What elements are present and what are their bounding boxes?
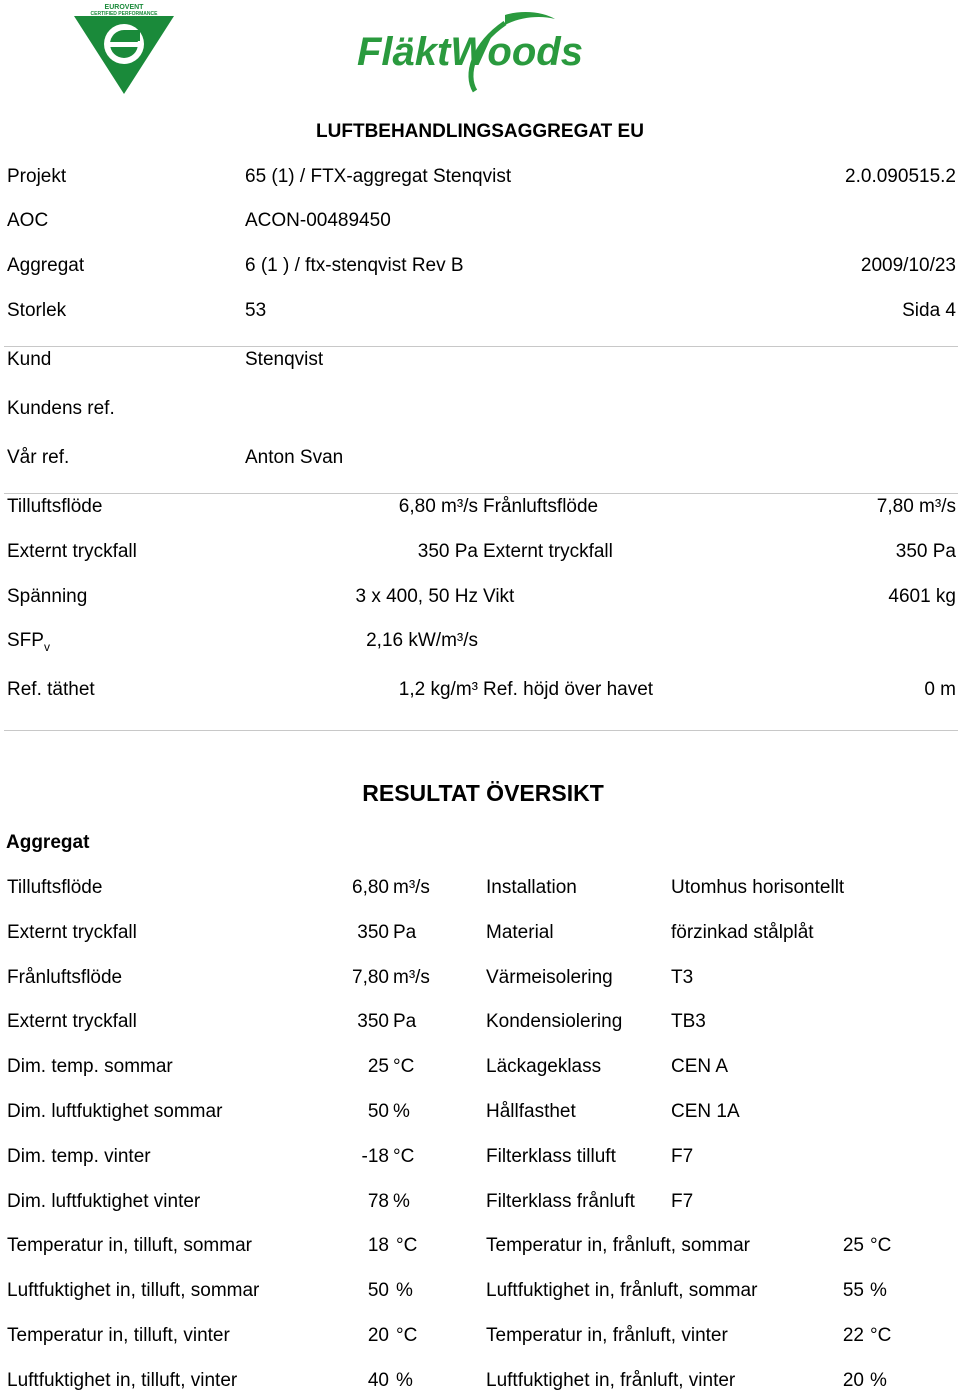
row-value: 18 bbox=[367, 1235, 389, 1256]
externt-tryckfall-value: 350 Pa bbox=[895, 541, 956, 562]
row-label: Material bbox=[486, 922, 554, 943]
row-value: 6,80 bbox=[352, 877, 389, 898]
page-number: Sida 4 bbox=[902, 300, 956, 321]
row-value: F7 bbox=[671, 1191, 694, 1212]
row-unit: °C bbox=[870, 1235, 892, 1256]
row-value: 20 bbox=[842, 1370, 864, 1391]
row-unit: °C bbox=[393, 1146, 415, 1167]
var-ref-value: Anton Svan bbox=[245, 447, 344, 468]
row-label: Dim. temp. vinter bbox=[7, 1146, 151, 1167]
row-label: Dim. luftfuktighet sommar bbox=[7, 1101, 223, 1122]
row-value: T3 bbox=[671, 967, 694, 988]
tathet-value: 1,2 kg/m³ bbox=[398, 679, 478, 700]
row-unit: % bbox=[393, 1191, 410, 1212]
divider bbox=[4, 730, 958, 731]
aggregat-value: 6 (1 ) / ftx-stenqvist Rev B bbox=[245, 255, 464, 276]
row-label: Frånluftsflöde bbox=[7, 967, 123, 988]
hojd-value: 0 m bbox=[924, 679, 956, 700]
tathet-label: Ref. täthet bbox=[7, 679, 95, 700]
row-value: 40 bbox=[367, 1370, 389, 1391]
row-unit: % bbox=[870, 1280, 887, 1301]
kundens-ref-label: Kundens ref. bbox=[7, 398, 115, 419]
row-value: 7,80 bbox=[352, 967, 389, 988]
storlek-label: Storlek bbox=[7, 300, 67, 321]
row-label: Installation bbox=[486, 877, 577, 898]
row-label: Dim. luftfuktighet vinter bbox=[7, 1191, 201, 1212]
row-value: 350 bbox=[357, 922, 389, 943]
row-value: 25 bbox=[842, 1235, 864, 1256]
tillufts-label: Tilluftsflöde bbox=[7, 496, 103, 517]
eurovent-logo bbox=[70, 2, 178, 96]
row-label: Dim. temp. sommar bbox=[7, 1056, 173, 1077]
row-unit: m³/s bbox=[393, 967, 430, 988]
row-label: Tilluftsflöde bbox=[7, 877, 103, 898]
row-value: -18 bbox=[361, 1146, 389, 1167]
kund-value: Stenqvist bbox=[245, 349, 324, 370]
version-number: 2.0.090515.2 bbox=[845, 166, 956, 187]
row-unit: °C bbox=[396, 1235, 418, 1256]
storlek-value: 53 bbox=[245, 300, 267, 321]
externt-tryckfall-value: 350 Pa bbox=[417, 541, 478, 562]
row-unit: % bbox=[396, 1280, 413, 1301]
row-label: Filterklass tilluft bbox=[486, 1146, 616, 1167]
row-value: 50 bbox=[367, 1280, 389, 1301]
row-value: 55 bbox=[842, 1280, 864, 1301]
hojd-label: Ref. höjd över havet bbox=[483, 679, 654, 700]
tillufts-value: 6,80 m³/s bbox=[398, 496, 478, 517]
sfp-label: $SFP_v$ bbox=[7, 630, 50, 654]
divider bbox=[4, 493, 958, 494]
aoc-label: AOC bbox=[7, 210, 49, 231]
row-label: Luftfuktighet in, frånluft, sommar bbox=[486, 1280, 758, 1301]
row-value: CEN 1A bbox=[671, 1101, 740, 1122]
document-date: 2009/10/23 bbox=[860, 255, 956, 276]
row-label: Läckageklass bbox=[486, 1056, 602, 1077]
row-value: 20 bbox=[367, 1325, 389, 1346]
row-value: CEN A bbox=[671, 1056, 729, 1077]
row-label: Kondensiolering bbox=[486, 1011, 623, 1032]
row-unit: % bbox=[396, 1370, 413, 1391]
brand-name: FläktWoods bbox=[357, 30, 583, 74]
row-label: Externt tryckfall bbox=[7, 922, 137, 943]
aggregat-label: Aggregat bbox=[7, 255, 85, 276]
row-unit: °C bbox=[870, 1325, 892, 1346]
row-value: förzinkad stålplåt bbox=[671, 922, 814, 943]
row-value: 22 bbox=[842, 1325, 864, 1346]
row-unit: Pa bbox=[393, 922, 417, 943]
vikt-label: Vikt bbox=[483, 586, 515, 607]
row-value: Utomhus horisontellt bbox=[671, 877, 845, 898]
svg-text:EUROVENT: EUROVENT bbox=[104, 4, 144, 11]
projekt-label: Projekt bbox=[7, 166, 67, 187]
spanning-label: Spänning bbox=[7, 586, 88, 607]
row-label: Luftfuktighet in, tilluft, sommar bbox=[7, 1280, 260, 1301]
row-label: Externt tryckfall bbox=[7, 1011, 137, 1032]
flaktwoods-logo bbox=[355, 5, 615, 97]
row-label: Temperatur in, frånluft, sommar bbox=[486, 1235, 750, 1256]
divider bbox=[4, 346, 958, 347]
aoc-value: ACON-00489450 bbox=[245, 210, 391, 231]
externt-tryckfall-label: Externt tryckfall bbox=[7, 541, 137, 562]
row-label: Temperatur in, tilluft, vinter bbox=[7, 1325, 230, 1346]
row-value: 25 bbox=[367, 1056, 389, 1077]
row-label: Luftfuktighet in, frånluft, vinter bbox=[486, 1370, 736, 1391]
row-value: TB3 bbox=[671, 1011, 706, 1032]
row-label: Luftfuktighet in, tilluft, vinter bbox=[7, 1370, 238, 1391]
sfp-value: 2,16 kW/m³/s bbox=[366, 630, 478, 651]
franlufts-value: 7,80 m³/s bbox=[876, 496, 956, 517]
row-value: 50 bbox=[367, 1101, 389, 1122]
externt-tryckfall-label: Externt tryckfall bbox=[483, 541, 613, 562]
row-label: Värmeisolering bbox=[486, 967, 613, 988]
row-unit: °C bbox=[396, 1325, 418, 1346]
row-unit: % bbox=[393, 1101, 410, 1122]
row-label: Hållfasthet bbox=[486, 1101, 576, 1122]
row-label: Filterklass frånluft bbox=[486, 1191, 635, 1212]
sfp-subscript: v bbox=[43, 639, 50, 654]
row-unit: m³/s bbox=[393, 877, 430, 898]
row-value: 78 bbox=[367, 1191, 389, 1212]
row-label: Temperatur in, frånluft, vinter bbox=[486, 1325, 728, 1346]
projekt-value: 65 (1) / FTX-aggregat Stenqvist bbox=[245, 166, 512, 187]
vikt-value: 4601 kg bbox=[888, 586, 956, 607]
row-unit: Pa bbox=[393, 1011, 417, 1032]
document-title: LUFTBEHANDLINGSAGGREGAT EU bbox=[316, 121, 644, 142]
row-value: 350 bbox=[357, 1011, 389, 1032]
row-unit: % bbox=[870, 1370, 887, 1391]
franlufts-label: Frånluftsflöde bbox=[483, 496, 599, 517]
var-ref-label: Vår ref. bbox=[7, 447, 70, 468]
row-unit: °C bbox=[393, 1056, 415, 1077]
row-label: Temperatur in, tilluft, sommar bbox=[7, 1235, 252, 1256]
results-title: RESULTAT ÖVERSIKT bbox=[362, 780, 604, 806]
row-value: F7 bbox=[671, 1146, 694, 1167]
svg-text:CERTIFIED PERFORMANCE: CERTIFIED PERFORMANCE bbox=[90, 11, 158, 17]
section-heading: Aggregat bbox=[6, 832, 90, 853]
spanning-value: 3 x 400, 50 Hz bbox=[355, 586, 478, 607]
kund-label: Kund bbox=[7, 349, 52, 370]
